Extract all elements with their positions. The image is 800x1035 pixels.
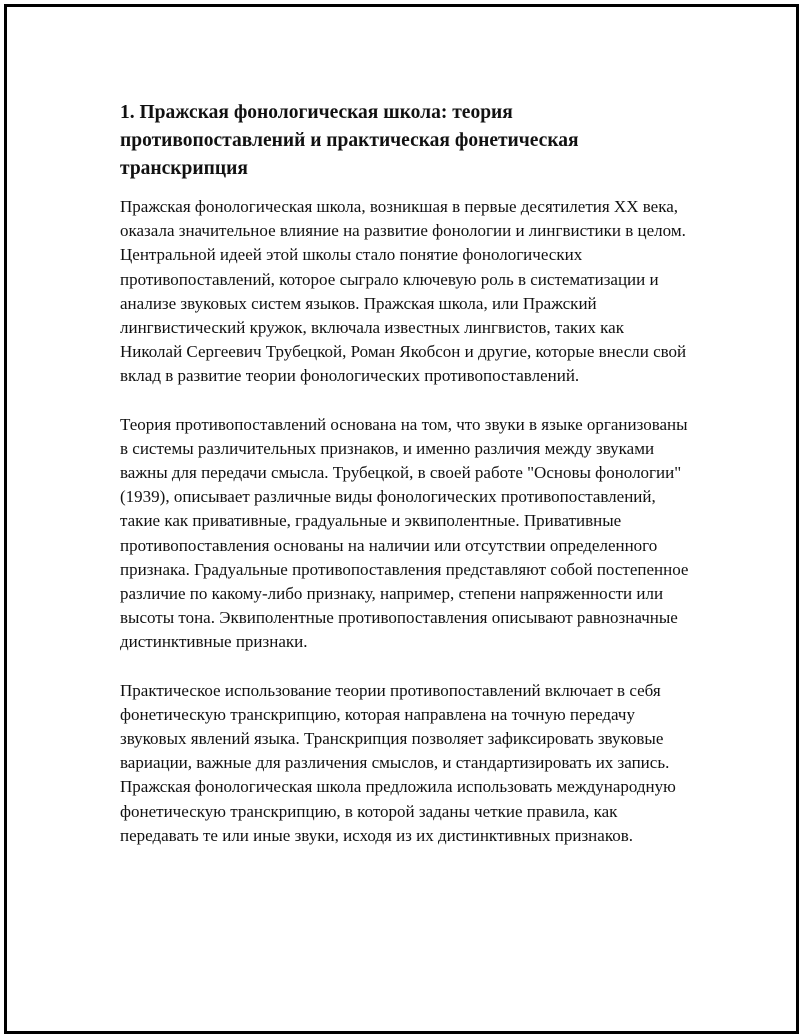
document-body (120, 99, 690, 872)
paragraph-2: Теория противопоставлений основана на том, что звуки в языке организованы в системы различительных признаков, и именно различия между звуками важны для передачи смысла. Трубецкой, в своей работе "Основы фонологии" (1939), описывает различные виды фонологических противопоставлений, такие как привативные, градуальные и эквиполентные. Привативные противопоставления основаны на наличии или отсутствии определенного признака. Градуальные противопоставления представляют собой постепенное различие по какому-либо признаку, например, степени напряженности или высоты тона. Эквиполентные противопоставления описывают равнозначные дистинктивные признаки. (120, 414, 689, 652)
page-frame (4, 4, 799, 1034)
section-heading: 1. Пражская фонологическая школа: теория противопоставлений и практическая фонетическая транскрипция (120, 102, 579, 179)
paragraph-1: Пражская фонологическая школа, возникшая в первые десятилетия XX века, оказала значительное влияние на развитие фонологии и лингвистики в целом. Центральной идеей этой школы стало понятие фонологических противопоставлений, которое сыграло ключевую роль в систематизации и анализе звуковых систем языков. Пражская школа, или Пражский лингвистический кружок, включала известных лингвистов, таких как Николай Сергеевич Трубецкой, Роман Якобсон и другие, которые внесли свой вклад в развитие теории фонологических противопоставлений. (120, 197, 687, 386)
paragraph-3: Практическое использование теории противопоставлений включает в себя фонетическую транскрипцию, которая направлена на точную передачу звуковых явлений языка. Транскрипция позволяет зафиксировать звуковые вариации, важные для различения смыслов, и стандартизировать их запись. Пражская фонологическая школа предложила использовать международную фонетическую транскрипцию, в которой заданы четкие правила, как передавать те или иные звуки, исходя из их дистинктивных признаков. (120, 680, 676, 845)
